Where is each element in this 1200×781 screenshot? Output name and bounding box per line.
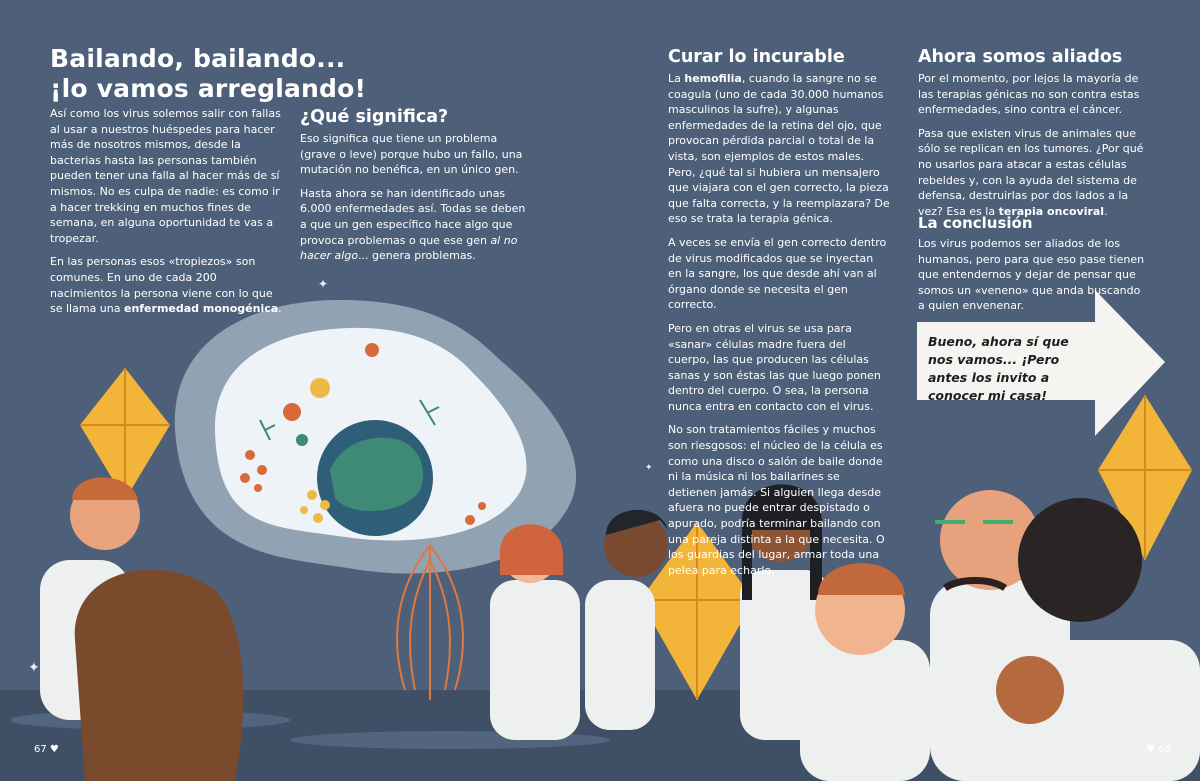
page-number-right: ♥ 68 bbox=[1146, 744, 1171, 755]
cure-paragraph-4: No son tratamientos fáciles y muchos son riesgosos: el núcleo de la célula es como una disco o salón de baile donde ni la música ni los bailarines se detienen jamás. Si alguien llega desde afuera no puede entrar despistado o apurado, podría terminar bailando con una pareja distinta a la que necesita. O los guardias del lugar, armar toda una pelea para echarlo. bbox=[668, 423, 885, 577]
monogenic-paragraph: En las personas esos «tropiezos» son comunes. En uno de cada 200 nacimientos la persona viene con lo que se llama una enfermedad monogénica. bbox=[50, 255, 282, 316]
monogenic-term: enfermedad monogénica bbox=[123, 302, 279, 316]
page-number-left: 67 ♥ bbox=[34, 744, 59, 755]
intro-paragraph: Así como los virus solemos salir con fallas al usar a nuestros huéspedes para hacer más de nosotros mismos, desde la bacterias hasta las personas también pueden tener una falla al hacer más de sí mismos. No es culpa de nadie: es como ir a hacer trekking en muchos fines de semana, en alguna oportunidad te vas a tropezar. bbox=[50, 107, 281, 245]
allies-paragraph-1: Por el momento, por lejos la mayoría de las terapias génicas no son contra estas enfermedades, sino contra el cáncer. bbox=[918, 72, 1140, 117]
allies-heading: Ahora somos aliados bbox=[918, 47, 1123, 67]
meaning-paragraph-2: Hasta ahora se han identificado unas 6.000 enfermedades así. Todas se deben a que un gen específico hace algo que provoca problemas o que ese gen al no hacer algo... genera problemas. bbox=[300, 186, 526, 263]
virus-mark-icon: ♥ bbox=[1146, 744, 1155, 755]
conclusion-heading: La conclusión bbox=[918, 214, 1033, 232]
cure-paragraph-2: A veces se envía el gen correcto dentro de virus modificados que se inyectan en la sangre, los que desde ahí van al órgano donde se necesita el gen correcto. bbox=[668, 235, 887, 312]
cure-column bbox=[668, 71, 890, 586]
svg-text:✦: ✦ bbox=[645, 463, 653, 473]
oncoviral-term: terapia oncoviral bbox=[998, 204, 1105, 218]
cure-paragraph-1: La hemofilia, cuando la sangre no se coagula (uno de cada 30.000 humanos masculinos la sufre), y algunas enfermedades de la retina del ojo, que provocan pérdida parcial o total de la vista, son ejemplos de estos males. Pero, ¿qué tal si hubiera un mensajero que viajara con el gen correcto, la pieza que falta correcta, y la reemplazara? De eso se trata la terapia génica. bbox=[668, 72, 890, 226]
speech-bubble-text: Bueno, ahora sí que nos vamos... ¡Pero antes los invito a conocer mi casa! bbox=[928, 334, 1069, 403]
virus-mark-icon: ♥ bbox=[49, 744, 59, 755]
page-title bbox=[50, 44, 366, 104]
hemophilia-term: hemofilia bbox=[684, 72, 742, 85]
meaning-column bbox=[300, 131, 534, 272]
svg-text:✦: ✦ bbox=[318, 277, 329, 291]
title-line-2: ¡lo vamos arreglando! bbox=[50, 74, 367, 103]
title-line-1: Bailando, bailando... bbox=[50, 44, 346, 73]
conclusion-paragraph: Los virus podemos ser aliados de los humanos, pero para que eso pase tienen que entendernos y dejar de pensar que somos un «veneno» que anda buscando a quien envenenar. bbox=[918, 237, 1145, 313]
meaning-paragraph-1: Eso significa que tiene un problema (grave o leve) porque hubo un fallo, una mutación no benéfica, en un único gen. bbox=[300, 132, 523, 177]
intro-column bbox=[50, 106, 283, 325]
allies-column bbox=[918, 71, 1148, 227]
cure-heading: Curar lo incurable bbox=[668, 47, 845, 67]
allies-paragraph-2: Pasa que existen virus de animales que sólo se replican en los tumores. ¿Por qué no usarlos para atacar a estas células rebeldes y, con la ayuda del sistema de defensa, destruirlas por dos lados a la vez? Esa es la terapia oncoviral. bbox=[918, 126, 1144, 218]
svg-text:✦: ✦ bbox=[28, 660, 40, 676]
meaning-heading: ¿Qué significa? bbox=[300, 107, 449, 127]
conclusion-column bbox=[918, 236, 1148, 322]
cure-paragraph-3: Pero en otras el virus se usa para «sanar» células madre fuera del cuerpo, las que producen las células sanas y son éstas las que luego ponen dentro del cuerpo. O sea, la persona nunca entra en contacto con el virus. bbox=[668, 321, 881, 413]
